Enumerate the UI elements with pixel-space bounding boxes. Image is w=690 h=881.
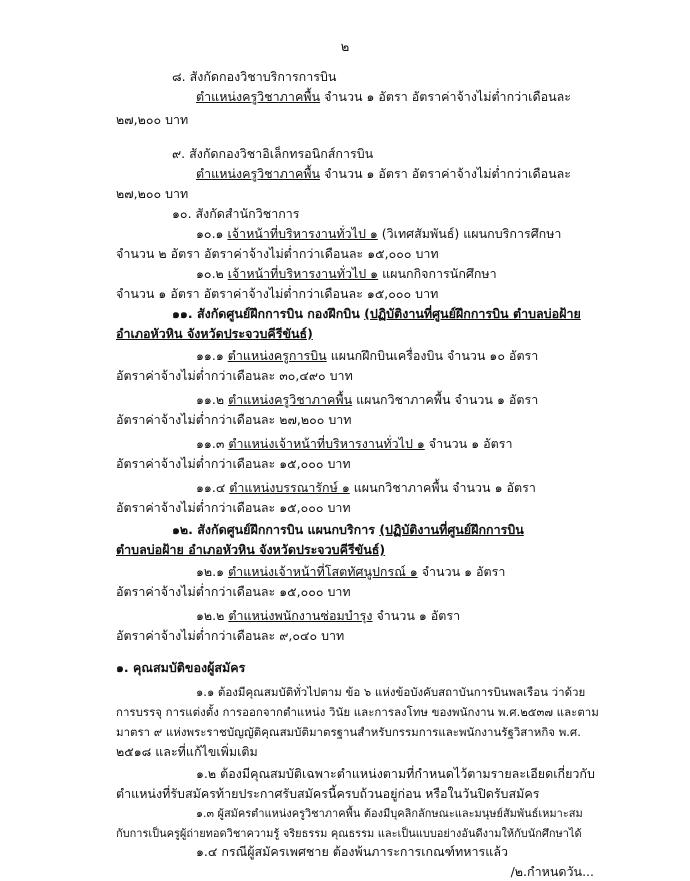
item-12-1-salary: อัตราค่าจ้างไม่ต่ำกว่าเดือนละ ๑๕,๐๐๐ บาท bbox=[116, 584, 351, 599]
item-11-4 bbox=[196, 480, 536, 496]
qualification-1-line-1: ๑.๑ ต้องมีคุณสมบัติทั่วไปตาม ข้อ ๖ แห่งข้อบังคับสถาบันการบินพลเรือน ว่าด้วย bbox=[196, 685, 586, 699]
item-11-4-salary: อัตราค่าจ้างไม่ต่ำกว่าเดือนละ ๑๕,๐๐๐ บาท bbox=[116, 500, 351, 515]
section-8-position bbox=[196, 89, 571, 105]
item-11-1-salary: อัตราค่าจ้างไม่ต่ำกว่าเดือนละ ๓๐,๔๙๐ บาท bbox=[116, 368, 353, 383]
section-8-position-name: ตำแหน่งครูวิชาภาคพื้น bbox=[196, 89, 321, 104]
qualification-2-line-1: ๑.๒ ต้องมีคุณสมบัติเฉพาะตำแหน่งตามที่กำหนดไว้ตามรายละเอียดเกี่ยวกับ bbox=[196, 766, 595, 781]
section-8-position-detail: จำนวน ๑ อัตรา อัตราค่าจ้างไม่ต่ำกว่าเดือนละ bbox=[320, 89, 572, 104]
item-10-1-position: เจ้าหน้าที่บริหารงานทั่วไป ๑ bbox=[227, 226, 378, 241]
item-11-3-position: ตำแหน่งเจ้าหน้าที่บริหารงานทั่วไป ๑ bbox=[228, 436, 425, 451]
item-10-2 bbox=[196, 266, 497, 282]
item-10-2-number: ๑๐.๒ bbox=[196, 266, 228, 281]
item-10-2-salary: จำนวน ๑ อัตรา อัตราค่าจ้างไม่ต่ำกว่าเดือนละ ๑๕,๐๐๐ บาท bbox=[116, 286, 439, 301]
qualification-1-line-4: ๒๕๑๘ และที่แก้ไขเพิ่มเติม bbox=[116, 744, 258, 759]
item-10-2-detail: แผนกกิจการนักศึกษา bbox=[378, 266, 497, 281]
item-12-1-position: ตำแหน่งเจ้าหน้าที่โสตทัศนูปกรณ์ ๑ bbox=[228, 564, 418, 579]
continuation-footer: /๒.กำหนดวัน... bbox=[510, 864, 594, 879]
section-12-title bbox=[172, 522, 524, 538]
item-11-3-detail: จำนวน ๑ อัตรา bbox=[424, 436, 513, 451]
item-12-1-detail: จำนวน ๑ อัตรา bbox=[417, 564, 506, 579]
item-11-3-salary: อัตราค่าจ้างไม่ต่ำกว่าเดือนละ ๑๕,๐๐๐ บาท bbox=[116, 456, 351, 471]
item-10-2-position: เจ้าหน้าที่บริหารงานทั่วไป ๑ bbox=[227, 266, 379, 281]
item-10-1-number: ๑๐.๑ bbox=[196, 226, 228, 241]
section-9-salary: ๒๗,๒๐๐ บาท bbox=[116, 186, 189, 201]
item-11-2-position: ตำแหน่งครูวิชาภาคพื้น bbox=[228, 392, 353, 407]
item-11-1 bbox=[196, 348, 538, 364]
item-12-2 bbox=[196, 608, 460, 624]
item-12-2-salary: อัตราค่าจ้างไม่ต่ำกว่าเดือนละ ๙,๐๔๐ บาท bbox=[116, 628, 345, 643]
page-number: ๒ bbox=[340, 40, 350, 55]
section-11-title bbox=[172, 306, 581, 322]
item-10-1-detail: (วิเทศสัมพันธ์) แผนกบริการศึกษา bbox=[377, 226, 562, 241]
item-11-2 bbox=[196, 392, 538, 408]
item-11-2-number: ๑๑.๒ bbox=[196, 392, 229, 407]
section-11-title-main: ๑๑. สังกัดศูนย์ฝึกการบิน กองฝึกบิน bbox=[172, 306, 365, 321]
section-11-location-cont: อำเภอหัวหิน จังหวัดประจวบคีรีขันธ์) bbox=[116, 326, 313, 341]
item-12-2-detail: จำนวน ๑ อัตรา bbox=[372, 608, 461, 623]
item-11-2-detail: แผนกวิชาภาคพื้น จำนวน ๑ อัตรา bbox=[352, 392, 539, 407]
section-8-title: ๘. สังกัดกองวิชาบริการการบิน bbox=[172, 69, 337, 84]
qualification-2-line-2: ตำแหน่งที่รับสมัครท้ายประกาศรับสมัครนี้ครบถ้วนอยู่ก่อน หรือในวันปิดรับสมัคร bbox=[116, 786, 540, 801]
item-12-2-number: ๑๒.๒ bbox=[196, 608, 229, 623]
section-9-position-detail: จำนวน ๑ อัตรา อัตราค่าจ้างไม่ต่ำกว่าเดือนละ bbox=[320, 166, 572, 181]
qualification-1-line-3: มาตรา ๙ แห่งพระราชบัญญัติคุณสมบัติมาตรฐานสำหรับกรรมการและพนักงานรัฐวิสาหกิจ พ.ศ. bbox=[116, 725, 581, 739]
qualification-3-line-2: กับการเป็นครูผู้ถ่ายทอดวิชาความรู้ จริยธรรม คุณธรรม และเป็นแบบอย่างอันดีงามให้กับนักศึกษาได้ bbox=[116, 827, 582, 840]
item-12-2-position: ตำแหน่งพนักงานซ่อมบำรุง bbox=[228, 608, 373, 623]
item-11-2-salary: อัตราค่าจ้างไม่ต่ำกว่าเดือนละ ๒๗,๒๐๐ บาท bbox=[116, 412, 352, 427]
section-9-position bbox=[196, 166, 571, 182]
qualifications-heading: ๑. คุณสมบัติของผู้สมัคร bbox=[116, 660, 246, 675]
item-11-1-detail: แผนกฝึกบินเครื่องบิน จำนวน ๑๐ อัตรา bbox=[326, 348, 539, 363]
item-11-1-position: ตำแหน่งครูการบิน bbox=[227, 348, 327, 363]
item-10-1 bbox=[196, 226, 561, 242]
item-11-3 bbox=[196, 436, 512, 452]
section-12-title-main: ๑๒. สังกัดศูนย์ฝึกการบิน แผนกบริการ bbox=[172, 522, 380, 537]
qualification-3-line-1: ๑.๓ ผู้สมัครตำแหน่งครูวิชาภาคพื้น ต้องมีบุคลิกลักษณะและมนุษย์สัมพันธ์เหมาะสม bbox=[196, 807, 583, 820]
item-11-4-position: ตำแหน่งบรรณารักษ์ ๑ bbox=[229, 480, 350, 495]
section-9-title: ๙. สังกัดกองวิชาอิเล็กทรอนิกส์การบิน bbox=[172, 146, 374, 161]
item-11-3-number: ๑๑.๓ bbox=[196, 436, 229, 451]
item-11-4-number: ๑๑.๔ bbox=[196, 480, 230, 495]
item-12-1 bbox=[196, 564, 505, 580]
item-10-1-salary: จำนวน ๒ อัตรา อัตราค่าจ้างไม่ต่ำกว่าเดือนละ ๑๕,๐๐๐ บาท bbox=[116, 246, 439, 261]
item-11-4-detail: แผนกวิชาภาคพื้น จำนวน ๑ อัตรา bbox=[349, 480, 536, 495]
section-12-location: (ปฏิบัติงานที่ศูนย์ฝึกการบิน bbox=[379, 522, 524, 537]
section-10-title: ๑๐. สังกัดสำนักวิชาการ bbox=[172, 206, 300, 221]
qualification-1-line-2: การบรรจุ การแต่งตั้ง การออกจากตำแหน่ง วินัย และการลงโทษ ของพนักงาน พ.ศ.๒๕๓๗ และตาม bbox=[116, 705, 599, 719]
item-12-1-number: ๑๒.๑ bbox=[196, 564, 229, 579]
section-8-salary: ๒๗,๒๐๐ บาท bbox=[116, 112, 189, 127]
section-12-location-cont: ตำบลบ่อฝ้าย อำเภอหัวหิน จังหวัดประจวบคีรีขันธ์) bbox=[116, 542, 386, 557]
item-11-1-number: ๑๑.๑ bbox=[196, 348, 228, 363]
section-9-position-name: ตำแหน่งครูวิชาภาคพื้น bbox=[196, 166, 321, 181]
section-11-location: (ปฏิบัติงานที่ศูนย์ฝึกการบิน ตำบลบ่อฝ้าย bbox=[364, 306, 581, 321]
qualification-4-line-1: ๑.๔ กรณีผู้สมัครเพศชาย ต้องพ้นภาระการเกณฑ์ทหารแล้ว bbox=[196, 844, 508, 859]
